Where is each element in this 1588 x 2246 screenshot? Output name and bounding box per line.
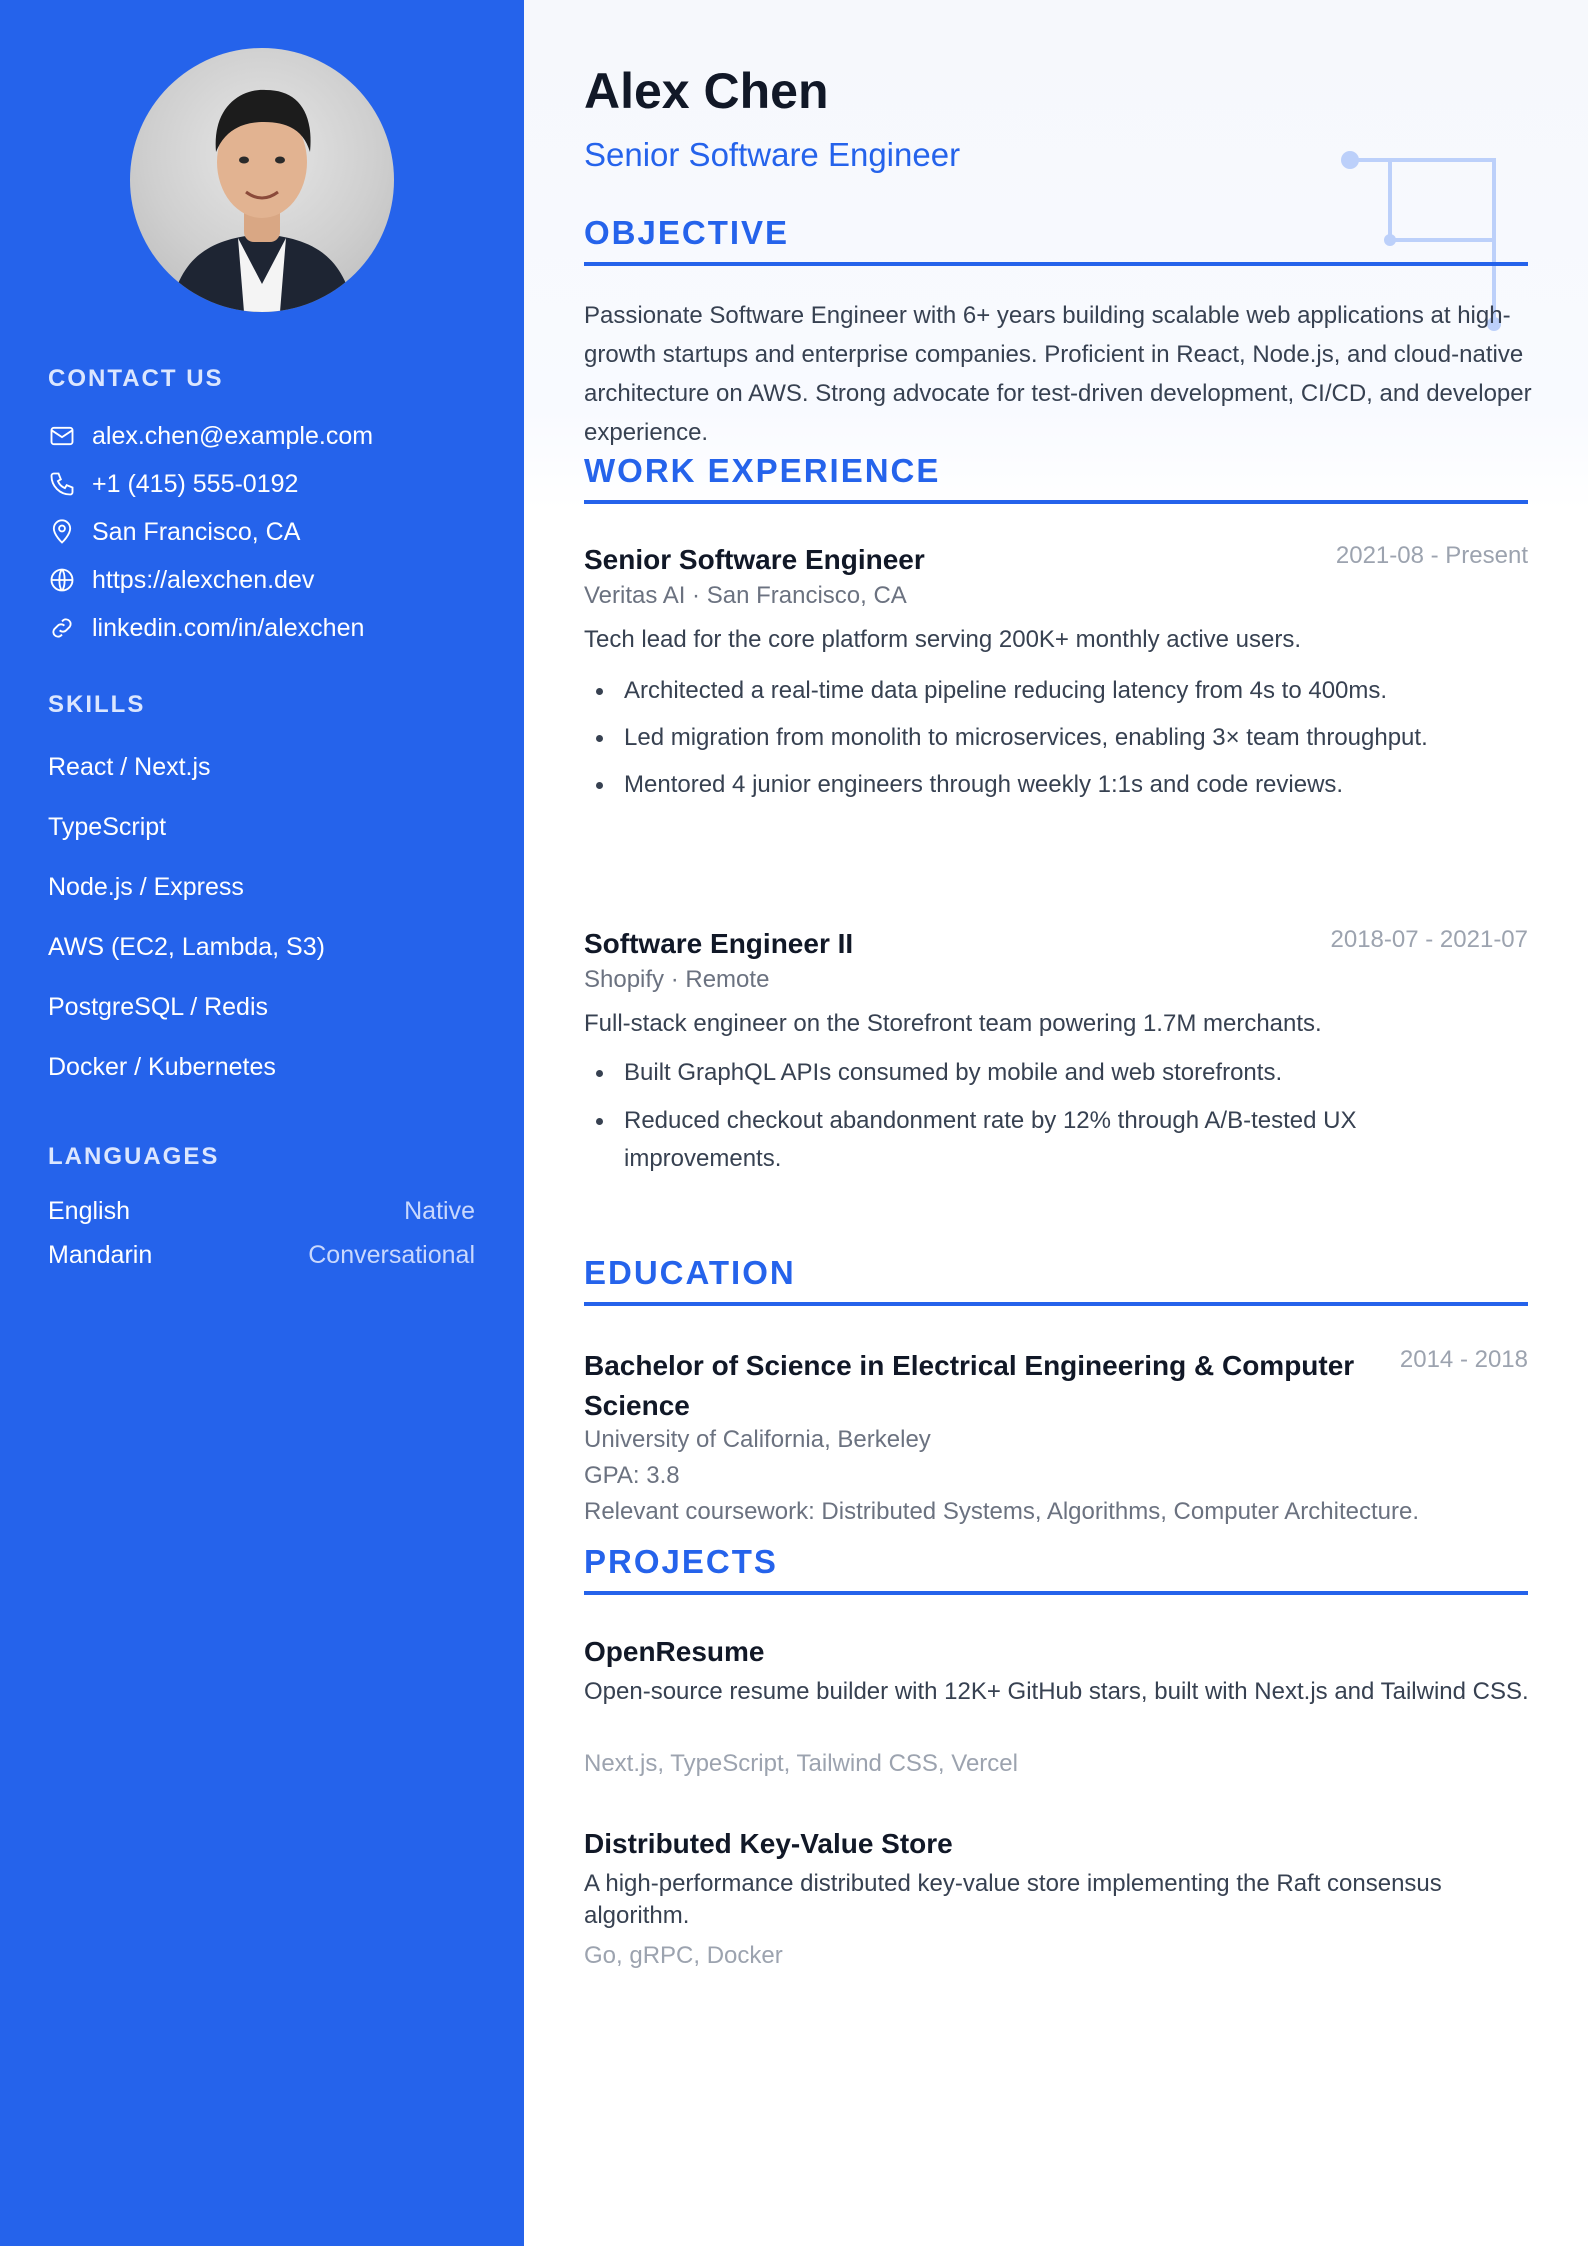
contact-linkedin[interactable] [48, 611, 364, 645]
job-date: 2021-08 - Present [1335, 542, 1528, 569]
education-date: 2014 - 2018 [1399, 1346, 1528, 1373]
contact-website[interactable] [48, 563, 314, 597]
contact-phone[interactable] [48, 467, 298, 501]
job-bullet: Reduced checkout abandonment rate by 12% through A/B-tested UX improvements. [584, 1102, 1444, 1178]
job-company: Veritas AI · San Francisco, CA [584, 582, 907, 609]
contact-location-text: San Francisco, CA [92, 517, 301, 546]
project-description: A high-performance distributed key-value store implementing the Raft consensus algorithm. [584, 1870, 1442, 1929]
phone-icon [48, 470, 76, 498]
languages-heading: LANGUAGES [48, 1143, 220, 1170]
profile-name: Alex Chen [584, 63, 829, 119]
education-heading: EDUCATION [584, 1254, 1528, 1306]
language-name: English [48, 1197, 130, 1225]
job-bullet: Led migration from monolith to microservices, enabling 3× team throughput. [584, 719, 1504, 757]
contact-email[interactable] [48, 419, 373, 453]
contact-linkedin-text: linkedin.com/in/alexchen [92, 613, 365, 642]
project-tech: Next.js, TypeScript, Tailwind CSS, Vercel [584, 1750, 1018, 1777]
job-title: Senior Software Engineer [584, 544, 925, 575]
degree-title: Bachelor of Science in Electrical Engineering & Computer Science [584, 1350, 1355, 1421]
contact-phone-text: +1 (415) 555-0192 [92, 469, 299, 498]
link-icon [48, 614, 76, 642]
contact-location [48, 515, 300, 549]
sidebar [0, 0, 524, 2246]
location-pin-icon [48, 518, 76, 546]
language-level: Conversational [308, 1241, 475, 1269]
job-summary: Tech lead for the core platform serving 200K+ monthly active users. [584, 626, 1302, 653]
language-row [48, 1241, 475, 1270]
language-name: Mandarin [48, 1241, 153, 1269]
job-bullet: Architected a real-time data pipeline reducing latency from 4s to 400ms. [584, 672, 1504, 710]
contact-heading: CONTACT US [48, 365, 224, 392]
job-bullet: Built GraphQL APIs consumed by mobile and web storefronts. [584, 1054, 1504, 1092]
project-name: OpenResume [584, 1636, 765, 1667]
skill-item: Node.js / Express [48, 873, 244, 901]
skill-item: Docker / Kubernetes [48, 1053, 276, 1081]
contact-website-text: https://alexchen.dev [92, 565, 315, 594]
person-avatar-icon [130, 48, 394, 312]
experience-heading: WORK EXPERIENCE [584, 452, 1528, 504]
skill-item: PostgreSQL / Redis [48, 993, 269, 1021]
objective-text: Passionate Software Engineer with 6+ years building scalable web applications at high-growth startups and enterprise companies. Proficient in React, Node.js, and cloud-native architecture on AWS. Strong advocate for test-driven development, CI/CD, and developer experience. [584, 302, 1532, 446]
main-content [524, 0, 1588, 2246]
profile-title: Senior Software Engineer [584, 136, 961, 173]
job-bullet: Mentored 4 junior engineers through weekly 1:1s and code reviews. [584, 766, 1504, 804]
job-date: 2018-07 - 2021-07 [1330, 926, 1528, 953]
globe-icon [48, 566, 76, 594]
projects-heading: PROJECTS [584, 1543, 1528, 1595]
mail-icon [48, 422, 76, 450]
job-company: Shopify · Remote [584, 966, 770, 993]
skill-item: React / Next.js [48, 753, 211, 781]
skill-item: TypeScript [48, 813, 167, 841]
project-description: Open-source resume builder with 12K+ GitHub stars, built with Next.js and Tailwind CSS. [584, 1678, 1529, 1705]
coursework: Relevant coursework: Distributed Systems, Algorithms, Computer Architecture. [584, 1498, 1419, 1525]
job-summary: Full-stack engineer on the Storefront team powering 1.7M merchants. [584, 1010, 1322, 1037]
skills-heading: SKILLS [48, 691, 146, 718]
job-title: Software Engineer II [584, 928, 854, 959]
contact-email-text: alex.chen@example.com [92, 421, 374, 450]
objective-heading: OBJECTIVE [584, 214, 1528, 266]
skill-item: AWS (EC2, Lambda, S3) [48, 933, 325, 961]
language-level: Native [404, 1197, 475, 1225]
gpa: GPA: 3.8 [584, 1462, 680, 1489]
school-name: University of California, Berkeley [584, 1426, 931, 1453]
project-name: Distributed Key-Value Store [584, 1828, 953, 1859]
project-tech: Go, gRPC, Docker [584, 1942, 783, 1969]
language-row [48, 1197, 475, 1226]
profile-photo [130, 48, 394, 312]
